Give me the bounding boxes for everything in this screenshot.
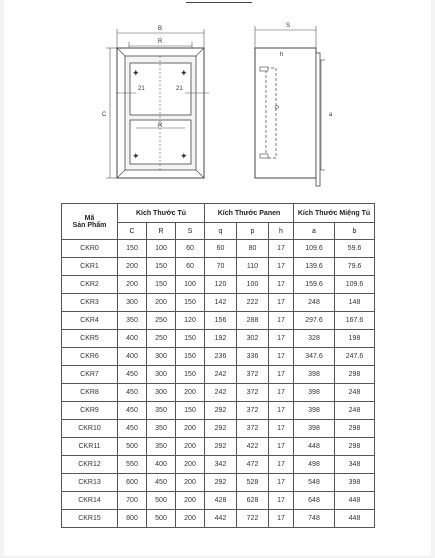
table-cell: 17 <box>269 294 294 312</box>
table-cell: 17 <box>269 492 294 510</box>
table-cell: 200 <box>176 438 205 456</box>
table-cell: 348 <box>335 456 375 474</box>
table-cell: 500 <box>118 438 147 456</box>
col-header-h: h <box>269 223 294 240</box>
table-cell: 17 <box>269 366 294 384</box>
table-cell: 350 <box>147 420 176 438</box>
table-cell: 167.6 <box>335 312 375 330</box>
table-row <box>62 330 375 348</box>
table-cell: 250 <box>147 312 176 330</box>
table-cell: 292 <box>205 438 237 456</box>
table-cell: 110 <box>237 258 269 276</box>
table-cell: 70 <box>205 258 237 276</box>
table-cell: 498 <box>294 456 335 474</box>
table-cell: 17 <box>269 240 294 258</box>
table-row <box>62 420 375 438</box>
document-page <box>4 0 431 556</box>
product-code-cell: CKR13 <box>62 474 118 492</box>
table-cell: 200 <box>176 474 205 492</box>
table-cell: 150 <box>147 276 176 294</box>
table-cell: 600 <box>118 474 147 492</box>
table-cell: 500 <box>147 492 176 510</box>
col-header-s: S <box>176 223 205 240</box>
product-code-cell: CKR10 <box>62 420 118 438</box>
table-cell: 448 <box>335 510 375 528</box>
product-code-cell: CKR5 <box>62 330 118 348</box>
table-cell: 150 <box>147 258 176 276</box>
table-cell: 448 <box>335 492 375 510</box>
table-cell: 298 <box>335 438 375 456</box>
col-group-opening: Kích Thước Miệng Tủ <box>294 204 375 223</box>
table-cell: 528 <box>237 474 269 492</box>
table-cell: 372 <box>237 366 269 384</box>
table-cell: 17 <box>269 420 294 438</box>
product-code-cell: CKR14 <box>62 492 118 510</box>
table-cell: 700 <box>118 492 147 510</box>
table-cell: 398 <box>294 384 335 402</box>
table-cell: 148 <box>335 294 375 312</box>
table-cell: 248 <box>294 294 335 312</box>
table-cell: 450 <box>118 366 147 384</box>
table-cell: 139.6 <box>294 258 335 276</box>
table-cell: 428 <box>205 492 237 510</box>
table-row <box>62 456 375 474</box>
spec-table-body <box>62 240 375 528</box>
table-row <box>62 402 375 420</box>
table-cell: 150 <box>176 366 205 384</box>
table-cell: 156 <box>205 312 237 330</box>
table-row <box>62 492 375 510</box>
table-cell: 297.6 <box>294 312 335 330</box>
product-code-cell: CKR1 <box>62 258 118 276</box>
dim-label-side-b: S <box>286 23 291 29</box>
table-row <box>62 366 375 384</box>
svg-text:✦: ✦ <box>132 151 140 161</box>
table-cell: 60 <box>176 258 205 276</box>
table-cell: 200 <box>176 492 205 510</box>
dim-label-c: C <box>102 112 107 118</box>
table-cell: 400 <box>118 330 147 348</box>
table-cell: 242 <box>205 384 237 402</box>
table-cell: 59.6 <box>335 240 375 258</box>
table-cell: 628 <box>237 492 269 510</box>
col-header-r: R <box>147 223 176 240</box>
table-cell: 60 <box>205 240 237 258</box>
table-cell: 372 <box>237 402 269 420</box>
col-header-b: b <box>335 223 375 240</box>
table-cell: 200 <box>176 510 205 528</box>
table-cell: 120 <box>205 276 237 294</box>
table-row <box>62 474 375 492</box>
table-cell: 150 <box>176 402 205 420</box>
table-cell: 100 <box>237 276 269 294</box>
table-cell: 450 <box>118 402 147 420</box>
table-cell: 109.6 <box>294 240 335 258</box>
table-cell: 347.6 <box>294 348 335 366</box>
table-cell: 248 <box>335 402 375 420</box>
col-group-cabinet: Kích Thước Tủ <box>118 204 205 223</box>
table-cell: 398 <box>294 366 335 384</box>
table-cell: 200 <box>176 384 205 402</box>
table-cell: 150 <box>118 240 147 258</box>
table-cell: 336 <box>237 348 269 366</box>
product-code-cell: CKR3 <box>62 294 118 312</box>
table-cell: 150 <box>176 294 205 312</box>
table-cell: 198 <box>335 330 375 348</box>
dim-label-b: B <box>158 26 163 32</box>
product-code-cell: CKR15 <box>62 510 118 528</box>
table-cell: 120 <box>176 312 205 330</box>
svg-text:✦: ✦ <box>132 68 140 78</box>
table-cell: 142 <box>205 294 237 312</box>
table-cell: 800 <box>118 510 147 528</box>
product-code-cell: CKR0 <box>62 240 118 258</box>
table-cell: 247.6 <box>335 348 375 366</box>
product-code-cell: CKR6 <box>62 348 118 366</box>
col-header-a: a <box>294 223 335 240</box>
table-row <box>62 438 375 456</box>
dim-label-side-a: a <box>329 112 333 118</box>
dim-label-21-left: 21 <box>138 86 145 92</box>
table-cell: 80 <box>237 240 269 258</box>
table-cell: 748 <box>294 510 335 528</box>
table-cell: 342 <box>205 456 237 474</box>
table-cell: 17 <box>269 402 294 420</box>
table-cell: 648 <box>294 492 335 510</box>
table-row <box>62 294 375 312</box>
table-cell: 17 <box>269 312 294 330</box>
table-cell: 398 <box>335 474 375 492</box>
svg-text:✦: ✦ <box>180 68 188 78</box>
table-cell: 500 <box>147 510 176 528</box>
table-cell: 288 <box>237 312 269 330</box>
table-cell: 60 <box>176 240 205 258</box>
table-cell: 350 <box>147 438 176 456</box>
table-row <box>62 348 375 366</box>
dim-label-side-a-top: h <box>280 52 284 58</box>
table-cell: 236 <box>205 348 237 366</box>
table-cell: 100 <box>147 240 176 258</box>
product-code-cell: CKR4 <box>62 312 118 330</box>
product-code-cell: CKR9 <box>62 402 118 420</box>
table-cell: 442 <box>205 510 237 528</box>
table-cell: 350 <box>147 402 176 420</box>
table-cell: 302 <box>237 330 269 348</box>
dim-label-r: R <box>158 39 163 45</box>
table-cell: 550 <box>118 456 147 474</box>
table-cell: 17 <box>269 384 294 402</box>
table-cell: 298 <box>335 420 375 438</box>
table-cell: 17 <box>269 510 294 528</box>
table-cell: 400 <box>118 348 147 366</box>
table-cell: 200 <box>147 294 176 312</box>
table-row <box>62 258 375 276</box>
table-cell: 548 <box>294 474 335 492</box>
table-cell: 292 <box>205 402 237 420</box>
table-cell: 79.6 <box>335 258 375 276</box>
col-header-p: p <box>237 223 269 240</box>
dim-label-r-lower: R <box>158 123 163 129</box>
spec-table <box>61 203 375 528</box>
product-code-cell: CKR8 <box>62 384 118 402</box>
technical-drawing <box>4 0 435 200</box>
table-cell: 200 <box>118 276 147 294</box>
dim-label-side-p: P <box>275 106 280 112</box>
product-code-cell: CKR2 <box>62 276 118 294</box>
table-cell: 150 <box>176 330 205 348</box>
svg-text:✦: ✦ <box>180 151 188 161</box>
table-cell: 450 <box>118 420 147 438</box>
table-cell: 17 <box>269 456 294 474</box>
table-cell: 17 <box>269 330 294 348</box>
table-cell: 109.6 <box>335 276 375 294</box>
table-cell: 300 <box>147 366 176 384</box>
table-cell: 398 <box>294 420 335 438</box>
table-cell: 200 <box>176 420 205 438</box>
table-cell: 17 <box>269 348 294 366</box>
table-cell: 17 <box>269 276 294 294</box>
table-cell: 448 <box>294 438 335 456</box>
table-cell: 248 <box>335 384 375 402</box>
product-code-cell: CKR11 <box>62 438 118 456</box>
table-row <box>62 384 375 402</box>
table-cell: 450 <box>147 474 176 492</box>
table-cell: 150 <box>176 348 205 366</box>
table-cell: 292 <box>205 420 237 438</box>
col-header-c: C <box>118 223 147 240</box>
table-cell: 100 <box>176 276 205 294</box>
table-cell: 242 <box>205 366 237 384</box>
product-code-cell: CKR7 <box>62 366 118 384</box>
table-cell: 472 <box>237 456 269 474</box>
table-cell: 372 <box>237 420 269 438</box>
col-group-panel: Kích Thước Panen <box>205 204 294 223</box>
table-cell: 292 <box>205 474 237 492</box>
table-cell: 17 <box>269 474 294 492</box>
table-cell: 372 <box>237 384 269 402</box>
table-cell: 328 <box>294 330 335 348</box>
table-cell: 17 <box>269 258 294 276</box>
table-cell: 450 <box>118 384 147 402</box>
table-cell: 300 <box>147 348 176 366</box>
col-header-code: Mã Sản Phẩm <box>62 204 118 240</box>
table-cell: 350 <box>118 312 147 330</box>
table-cell: 192 <box>205 330 237 348</box>
table-cell: 200 <box>118 258 147 276</box>
table-row <box>62 510 375 528</box>
table-cell: 400 <box>147 456 176 474</box>
table-cell: 722 <box>237 510 269 528</box>
table-row <box>62 240 375 258</box>
table-cell: 298 <box>335 366 375 384</box>
table-cell: 300 <box>118 294 147 312</box>
table-cell: 222 <box>237 294 269 312</box>
dim-label-21-right: 21 <box>176 86 183 92</box>
table-cell: 159.6 <box>294 276 335 294</box>
table-cell: 300 <box>147 384 176 402</box>
table-cell: 398 <box>294 402 335 420</box>
table-cell: 17 <box>269 438 294 456</box>
table-row <box>62 276 375 294</box>
table-cell: 422 <box>237 438 269 456</box>
table-cell: 200 <box>176 456 205 474</box>
col-header-q: q <box>205 223 237 240</box>
product-code-cell: CKR12 <box>62 456 118 474</box>
table-row <box>62 312 375 330</box>
table-cell: 250 <box>147 330 176 348</box>
